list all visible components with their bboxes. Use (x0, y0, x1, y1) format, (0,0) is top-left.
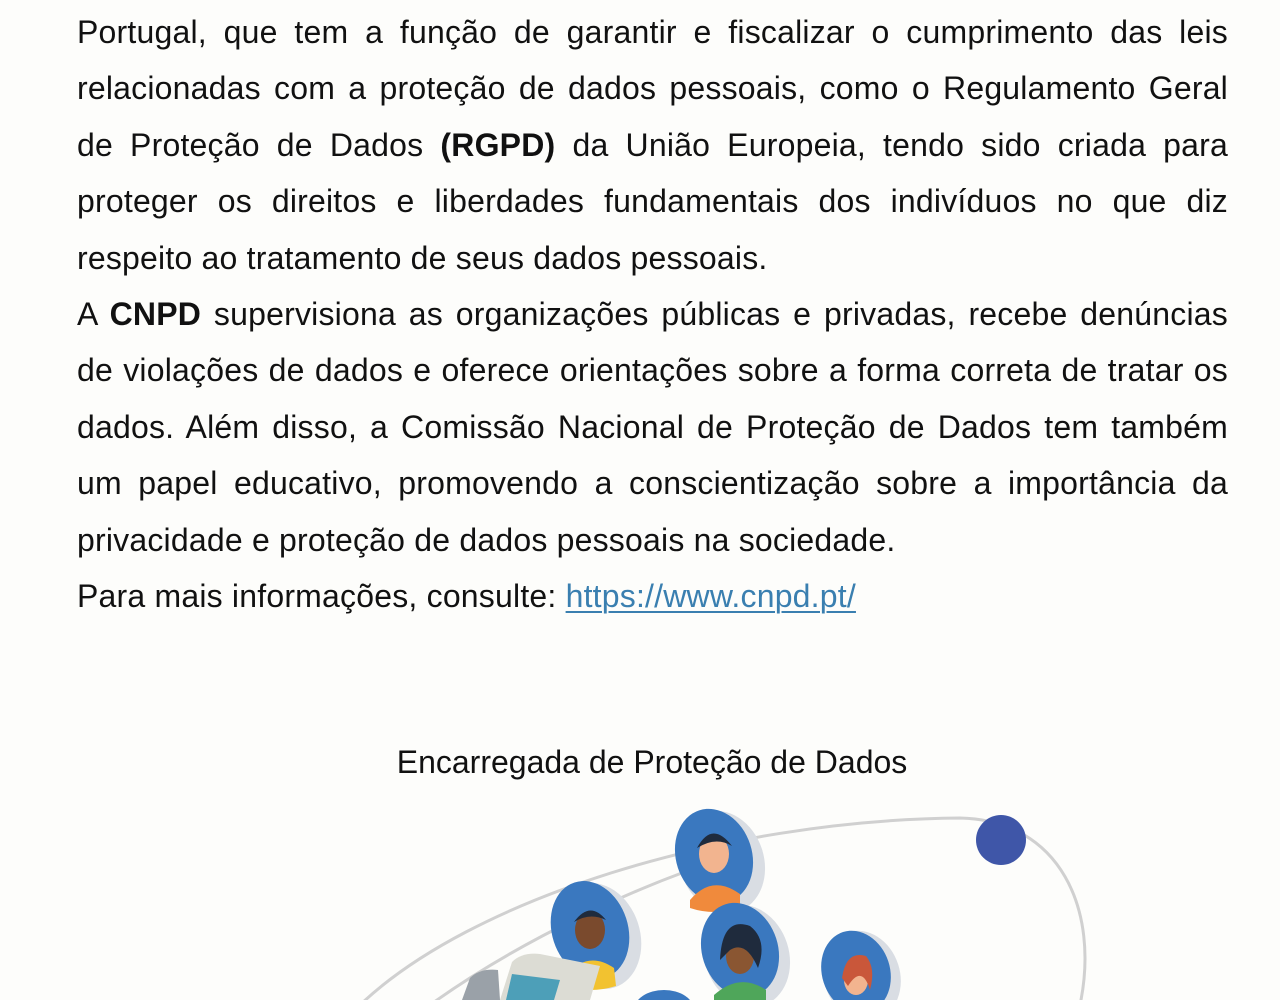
person-avatar-icon (634, 990, 694, 1000)
person-avatar-icon (663, 799, 778, 925)
person-avatar-icon (811, 921, 913, 1000)
paragraph-cnpd-duties (77, 286, 1228, 568)
paragraph-text: Portugal, que tem a função de garantir e fiscalizar o cumprimento das leis relacionadas com a proteção de dados pessoais, como o Regulamento Geral de Proteção de Dados (77, 14, 1228, 163)
paragraph-text: da União Europeia, tendo sido criada para proteger os direitos e liberdades fundamentais dos indivíduos no que diz respeito ao tratamento de seus dados pessoais. (77, 126, 1228, 276)
paragraph-more-info (77, 568, 1228, 624)
paragraph-cnpd-role (77, 4, 1228, 286)
paragraph-text: A (77, 296, 110, 333)
network-node-icon (976, 815, 1026, 865)
document-body (77, 4, 1228, 624)
section-title: Encarregada de Proteção de Dados (396, 744, 908, 780)
more-info-label: Para mais informações, consulte: (77, 578, 566, 615)
people-network-illustration (0, 790, 1280, 1000)
cnpd-bold: CNPD (109, 296, 202, 333)
paragraph-text: supervisiona as organizações públicas e privadas, recebe denúncias de violações de dados e oferece orientações sobre a forma correta de tratar os dados. Além disso, a Comissão Nacional de Proteção de Dados tem também um papel educativo, promovendo a conscientização sobre a importância da privacidade e proteção de dados pessoais na sociedade. (77, 296, 1229, 558)
cnpd-link[interactable]: https://www.cnpd.pt/ (565, 578, 856, 615)
rgpd-bold: (RGPD) (440, 126, 556, 163)
